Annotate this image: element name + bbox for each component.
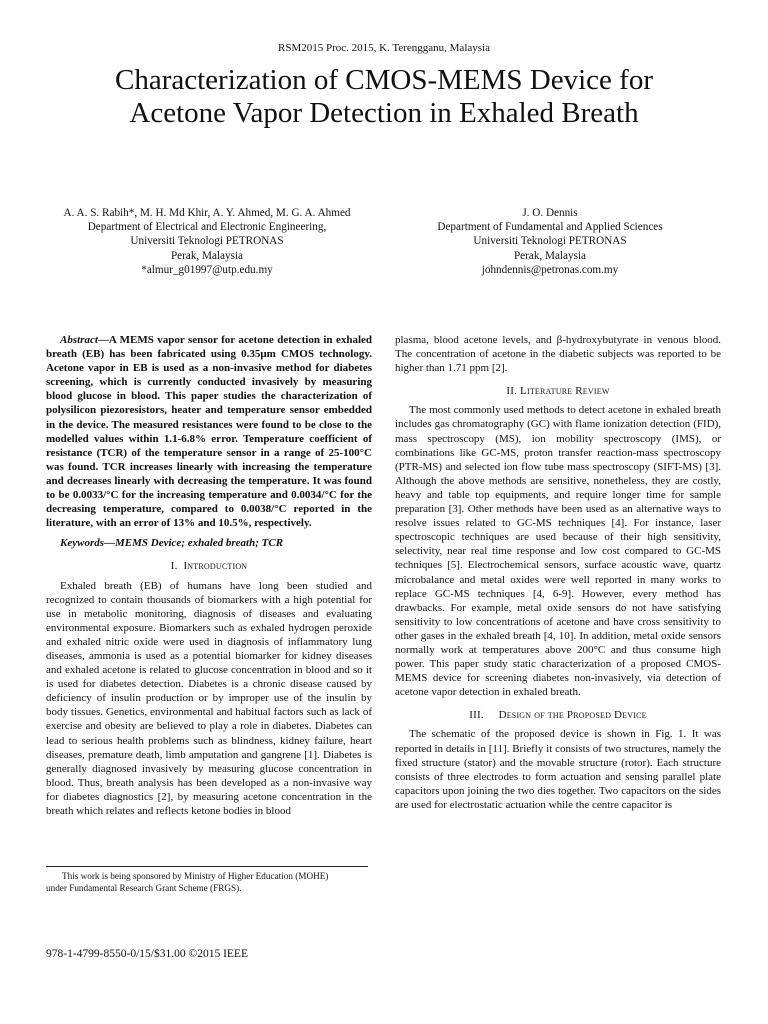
introduction-continued: plasma, blood acetone levels, and β-hydroxybutyrate in venous blood. The concentration of acetone in the diabetic subjects was reported to be higher than 1.71 ppm [2]. <box>395 334 721 375</box>
author-email: johndennis@petronas.com.my <box>481 263 619 276</box>
title-line-1: Characterization of CMOS-MEMS Device for <box>115 64 653 96</box>
design-text: The schematic of the proposed device is shown in Fig. 1. It was reported in details in [11]. Briefly it consists of two structures, namely the fixed structure (stator) and the movable structure (rotor). Each structure consists of three electrodes to form actuation and sensing parallel plate capacitors upon joining the two dies together. Two capacitors on the sides are used for electrostatic actuation while the centre capacitor is <box>395 728 721 811</box>
author-department: Department of Electrical and Electronic Engineering, <box>87 221 327 234</box>
section-heading-literature: II. Literature Review <box>506 385 610 398</box>
section-heading-introduction: I. Introduction <box>170 560 248 573</box>
author-university: Universiti Teknologi PETRONAS <box>473 235 627 248</box>
abstract <box>46 333 372 530</box>
author-names: A. A. S. Rabih*, M. H. Md Khir, A. Y. Ahmed, M. G. A. Ahmed <box>63 207 351 219</box>
footnote-line-2: under Fundamental Research Grant Scheme (FRGS). <box>46 882 242 893</box>
author-department: Department of Fundamental and Applied Sciences <box>437 221 663 234</box>
author-location: Perak, Malaysia <box>513 249 587 262</box>
paper-title <box>60 64 708 130</box>
title-line-2: Acetone Vapor Detection in Exhaled Breath <box>129 97 639 129</box>
author-location: Perak, Malaysia <box>170 249 244 262</box>
keywords: Keywords—MEMS Device; exhaled breath; TCR <box>60 537 284 550</box>
conference-header: RSM2015 Proc. 2015, K. Terengganu, Malaysia <box>278 42 490 54</box>
author-block-right <box>415 206 685 277</box>
copyright-line: 978-1-4799-8550-0/15/$31.00 ©2015 IEEE <box>46 948 248 960</box>
footnote-divider <box>46 866 368 867</box>
literature-text: The most commonly used methods to detect acetone in exhaled breath includes gas chromatography (GC) with flame ionization detection (FID), mass spectroscopy (MS), ion mobility spectroscopy (IMS), or combinations like GC-MS, proton transfer reaction-mass spectroscopy (PTR-MS) and selected ion flow tube mass spectroscopy (SIFT-MS) [3]. Although the above methods are sensitive, nonetheless, they are costly, heavy and table top equipments, and require longer time for sample preparation [3]. Other methods have been used as an alternative ways to resolve issues related to GC-MS techniques [4]. For instance, laser spectroscopic techniques are used because of their high sensitivity, selectivity, near real time response and low cost compared to GC-MS techniques [5]. Electrochemical sensors, surface acoustic wave, quartz microbalance and metal oxides were well reported in many works to replace GC-MS techniques [4, 6-9]. However, every method has drawbacks. For example, metal oxide sensors do not have satisfying sensitivity to low concentrations of acetone and have cross sensitivity to other gases in the exhaled breath [4, 10]. In addition, metal oxide sensors normally work at temperatures above 200°C and thus consume high power. This paper study static characterization of a proposed CMOS-MEMS device for screening diabetes non-invasively, via detection of acetone vapor detection in exhaled breath. <box>395 404 721 699</box>
author-block-left <box>46 206 368 277</box>
author-names: J. O. Dennis <box>522 207 578 219</box>
author-university: Universiti Teknologi PETRONAS <box>130 235 284 248</box>
introduction-text: Exhaled breath (EB) of humans have long been studied and recognized to contain thousands of biomarkers with a high potential for use in metabolic monitoring, diagnosis of diseases and evaluating environmental exposure. Biomarkers such as exhaled hydrogen peroxide and exhaled nitric oxide were used in diagnosis of inflammatory lung diseases, ammonia is used as a potential biomarker for kidney diseases and exhaled acetone is related to glucose concentration in blood and so it is used for diabetes detection. Diabetes is a chronic disease caused by deficiency of insulin production or by improper use of the insulin by body tissues. Genetics, environmental and habitual factors such as lack of exercise and obesity are believed to play a role in diabetes. Diabetes can lead to serious health problems such as blindness, kidney failure, heart diseases, premature death, limb amputation and gangrene [1]. Diabetes is generally diagnosed invasively by measuring glucose concentration in blood. Thus, breath analysis has been developed as a non-invasive way for diabetes diagnostics [2], by measuring acetone concentration in the breath which relates and reflects ketone bodies in blood <box>46 579 372 817</box>
footnote <box>46 871 376 894</box>
right-column <box>395 333 721 812</box>
abstract-text: A MEMS vapor sensor for acetone detection in exhaled breath (EB) has been fabricated using 0.35μm CMOS technology. Acetone vapor in EB is used as a non-invasive method for diabetes screening, which is currently conducted invasively by measuring blood glucose in blood. This paper studies the characterization of polysilicon piezoresistors, heater and temperature sensor embedded in the device. The measured resistances were found to be close to the modelled values within 1.1-6.8% error. Temperature coefficient of resistance (TCR) of the temperature sensor in a range of 25-100°C was found. TCR increases linearly with increasing the temperature and decreases linearly with decreasing the temperature. It was found to be 0.0033/°C for the increasing temperature and 0.0034/°C for the decreasing temperature, compared to 0.0038/°C reported in the literature, with an error of 13% and 10.5%, respectively. <box>46 334 372 530</box>
author-email: *almur_g01997@utp.edu.my <box>141 263 273 276</box>
section-heading-design: III. Design of the Proposed Device <box>469 709 647 722</box>
footnote-line-1: This work is being sponsored by Ministry of Higher Education (MOHE) <box>62 871 329 881</box>
left-column <box>46 333 372 818</box>
abstract-label: Abstract— <box>60 334 109 346</box>
